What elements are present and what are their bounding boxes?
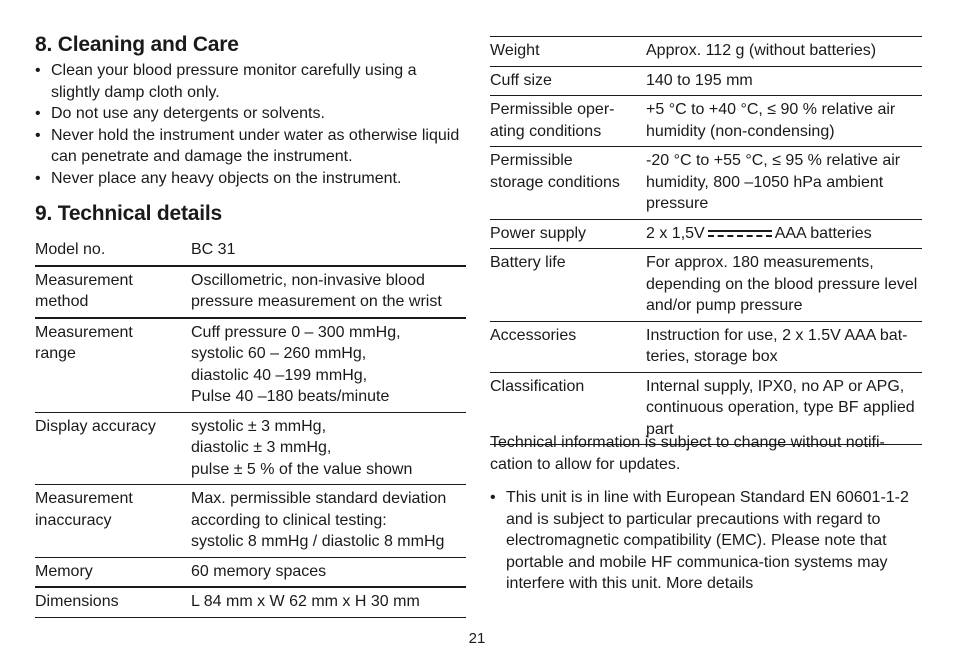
spec-value: L 84 mm x W 62 mm x H 30 mm: [191, 593, 420, 610]
spec-value: Internal supply, IPX0, no AP or APG, continuous operation, type BF applied part: [646, 377, 915, 438]
list-item: • Clean your blood pressure monitor carefully using a slightly damp cloth only.: [35, 60, 466, 103]
cleaning-bullet-list: [35, 60, 466, 190]
table-row: [490, 147, 922, 220]
spec-key: Classification: [490, 377, 585, 395]
technical-heading: 9. Technical details: [35, 202, 223, 225]
cleaning-heading: 8. Cleaning and Care: [35, 33, 239, 56]
table-row: [490, 321, 922, 372]
spec-value: +5 °C to +40 °C, ≤ 90 % relative air humidity (non-condensing): [646, 101, 896, 140]
table-row: [35, 412, 466, 485]
tech-spec-table-left: [35, 236, 466, 618]
list-item: • Never hold the instrument under water as otherwise liquid can penetrate and damage the instrument.: [35, 125, 466, 168]
spec-key: Measurement range: [35, 323, 133, 362]
spec-value: Instruction for use, 2 x 1.5V AAA bat-teries, storage box: [646, 326, 908, 365]
technical-note: Technical information is subject to change without notifi-cation to allow for updates.: [490, 434, 885, 473]
dc-current-icon: [708, 228, 772, 238]
spec-key: Dimensions: [35, 593, 119, 610]
spec-value: For approx. 180 measurements, depending on the blood pressure level and/or pump pressure: [646, 254, 918, 314]
spec-value: Oscillometric, non-invasive blood pressure measurement on the wrist: [191, 271, 442, 310]
spec-key: Measurement method: [35, 271, 133, 310]
spec-key: Permissible storage conditions: [490, 152, 620, 191]
spec-value: Max. permissible standard deviation according to clinical testing: systolic 8 mmHg / diastolic 8 mmHg: [191, 490, 447, 550]
table-row: [35, 266, 466, 318]
spec-key: Accessories: [490, 326, 577, 344]
spec-key: Measurement inaccuracy: [35, 490, 133, 529]
spec-key: Memory: [35, 562, 93, 580]
spec-key: Battery life: [490, 254, 566, 271]
spec-value: BC 31: [191, 241, 236, 258]
table-row: [35, 236, 466, 266]
table-row: [490, 219, 922, 249]
table-row: [35, 318, 466, 413]
table-row: [35, 587, 466, 617]
table-row: [490, 96, 922, 147]
list-item: • Do not use any detergents or solvents.: [35, 103, 466, 125]
list-item: • Never place any heavy objects on the instrument.: [35, 168, 466, 190]
spec-key: Cuff size: [490, 71, 552, 89]
spec-key: Permissible oper-ating conditions: [490, 101, 615, 140]
spec-key: Weight: [490, 42, 540, 59]
table-row: [490, 66, 922, 96]
power-supply-value-prefix: 2 x 1,5V: [646, 224, 705, 242]
spec-value: Cuff pressure 0 – 300 mmHg, systolic 60 – 260 mmHg, diastolic 40 –199 mmHg, Pulse 40 –180 beats/minute: [191, 323, 401, 405]
table-row: [490, 37, 922, 67]
spec-value: systolic ± 3 mmHg, diastolic ± 3 mmHg, pulse ± 5 % of the value shown: [191, 417, 413, 478]
page-number: 21: [468, 630, 486, 647]
spec-value: Approx. 112 g (without batteries): [646, 42, 877, 59]
spec-value: 140 to 195 mm: [646, 71, 753, 89]
spec-key: Model no.: [35, 241, 106, 258]
spec-key: Power supply: [490, 224, 587, 242]
table-row: [35, 485, 466, 558]
power-supply-value-suffix: AAA batteries: [774, 224, 872, 242]
spec-key: Display accuracy: [35, 417, 156, 435]
spec-value: -20 °C to +55 °C, ≤ 95 % relative air humidity, 800 –1050 hPa ambient pressure: [646, 152, 901, 212]
emc-bullet-list: [490, 487, 921, 595]
spec-value: 60 memory spaces: [191, 562, 327, 580]
list-item: • This unit is in line with European Standard EN 60601-1-2 and is subject to particular precautions with regard to electromagnetic compatibility (EMC). Please note that portable and mobile HF communica-tion systems may interfere with this unit. More details: [490, 487, 921, 595]
tech-spec-table-right: [490, 36, 922, 445]
table-row: [490, 249, 922, 322]
spec-value: [646, 219, 922, 249]
table-row: [35, 557, 466, 587]
